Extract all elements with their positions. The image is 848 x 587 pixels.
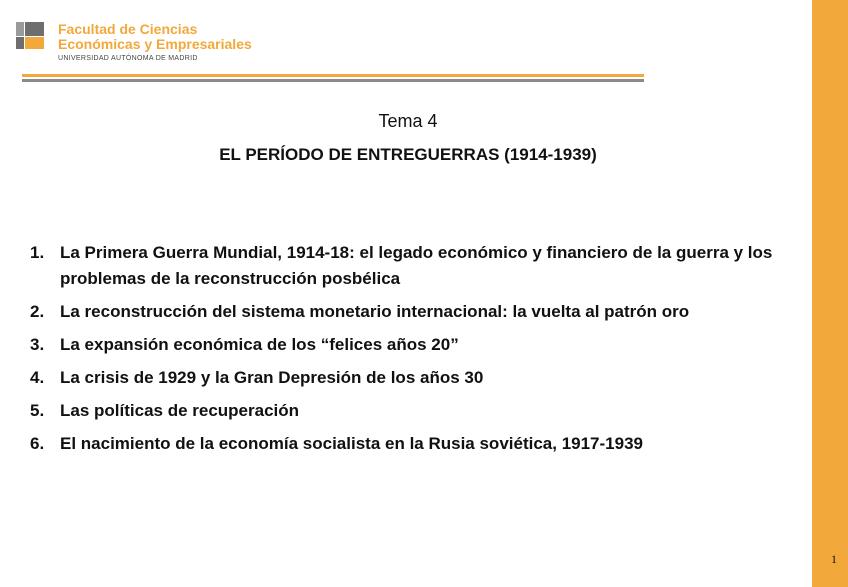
topic-item-number: 5. [30,401,45,420]
topic-item-text: El nacimiento de la economía socialista en la Rusia soviética, 1917-1939 [60,434,643,453]
faculty-logo-icon [16,22,56,50]
university-name: UNIVERSIDAD AUTÓNOMA DE MADRID [58,55,198,62]
topic-item-text: La reconstrucción del sistema monetario internacional: la vuelta al patrón oro [60,302,690,321]
topic-list [30,240,790,464]
topic-item-text: La Primera Guerra Mundial, 1914-18: el legado económico y financiero de la guerra y los problemas de la reconstrucción posbélica [60,243,773,288]
topic-item-text: La crisis de 1929 y la Gran Depresión de los años 30 [60,368,484,387]
topic-number: Tema 4 [378,111,438,131]
topic-item [30,398,790,424]
topic-item-number: 6. [30,434,45,453]
topic-item [30,240,790,292]
header-rule-orange [22,74,644,77]
topic-item-number: 4. [30,368,45,387]
topic-item-number: 2. [30,302,45,321]
page-number: 1 [831,552,837,566]
topic-item [30,299,790,325]
topic-item-text: Las políticas de recuperación [60,401,300,420]
orange-side-bar [812,0,848,587]
topic-item [30,431,790,457]
topic-item-text: La expansión económica de los “felices años 20” [60,335,459,354]
topic-item [30,365,790,391]
topic-item-number: 3. [30,335,45,354]
topic-item [30,332,790,358]
topic-item-number: 1. [30,243,45,262]
header-rule-gray [22,79,644,82]
slide-title: EL PERÍODO DE ENTREGUERRAS (1914-1939) [219,145,597,164]
faculty-name-line2: Económicas y Empresariales [58,36,252,52]
faculty-name-line1: Facultad de Ciencias [58,21,198,37]
